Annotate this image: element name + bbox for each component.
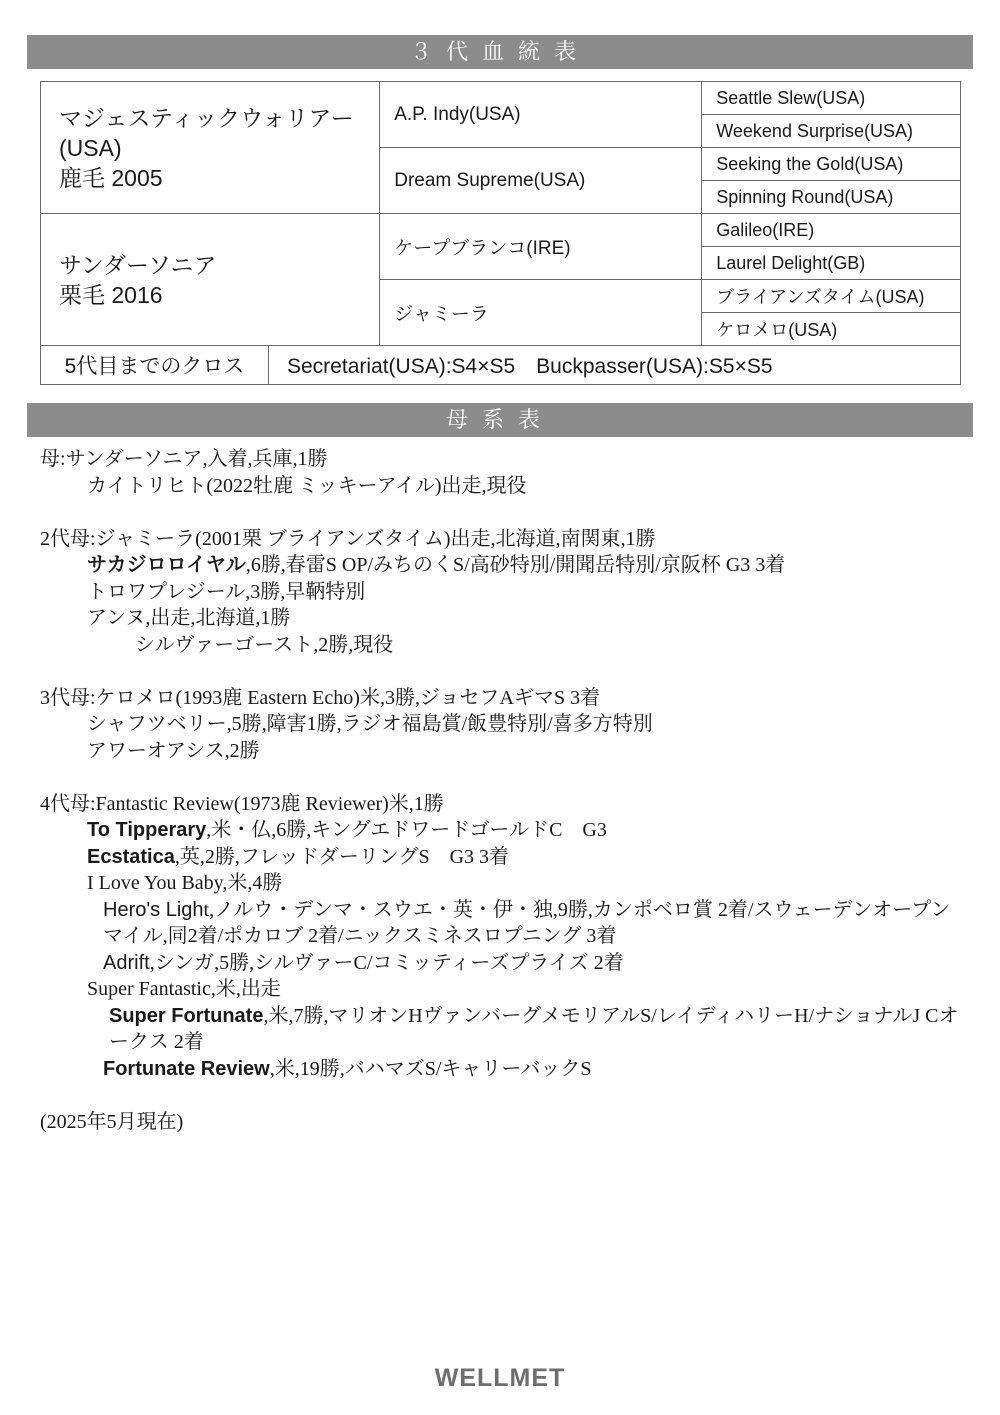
pedigree-header: ３代血統表 <box>27 35 973 69</box>
sire-dam: Dream Supreme(USA) <box>380 148 702 214</box>
g3-4: Spinning Round(USA) <box>702 181 961 214</box>
family-line: アワーオアシス,2勝 <box>87 739 260 762</box>
horse-record: t,ノルウ・デンマ・スウエ・英・伊・独,9勝,カンポベロ賞 2着/スウェーデンオープンマイル,同2着/ポカロブ 2着/ニックスミネスロプニング 3着 <box>103 898 951 947</box>
horse-name: Super Fortunate <box>109 1004 264 1027</box>
as-of-note: (2025年5月現在) <box>40 1110 184 1133</box>
family-line: 3代母:ケロメロ(1993鹿 Eastern Echo)米,3勝,ジョセフAギマS 3着 <box>40 686 601 709</box>
horse-name: サカジロロイヤル <box>87 554 246 576</box>
horse-name: Adrift <box>103 951 150 974</box>
family-line <box>40 1003 959 1056</box>
family-line <box>40 950 970 977</box>
dam-name: サンダーソニア <box>59 251 217 278</box>
family-list <box>40 446 970 1135</box>
family-line: 母:サンダーソニア,入着,兵庫,1勝 <box>40 448 328 470</box>
family-header: 母系表 <box>27 403 973 437</box>
sire-name: マジェスティックウォリアー <box>59 104 354 131</box>
g3-8: ケロメロ(USA) <box>702 313 961 346</box>
horse-record: ,米,7勝,マリオンHヴァンバーグメモリアルS/レイディハリーH/ナショナルJ Cオークス 2着 <box>109 1004 959 1053</box>
dam-sire: ケープブランコ(IRE) <box>380 214 702 280</box>
horse-name: Hero's Ligh <box>103 898 204 921</box>
dam-cell <box>41 214 380 346</box>
dam-info: 栗毛 2016 <box>59 281 163 308</box>
family-line: アンヌ,出走,北海道,1勝 <box>87 607 291 629</box>
g3-3: Seeking the Gold(USA) <box>702 148 961 181</box>
family-line: カイトリヒト(2022牡鹿 ミッキーアイル)出走,現役 <box>87 474 527 497</box>
horse-record: ,英,2勝,フレッドダーリングS G3 3着 <box>174 845 510 868</box>
sire-cell <box>41 82 380 214</box>
g3-5: Galileo(IRE) <box>702 214 961 247</box>
family-line <box>40 1056 970 1083</box>
g3-6: Laurel Delight(GB) <box>702 247 961 280</box>
sire-sire: A.P. Indy(USA) <box>380 82 702 148</box>
family-line <box>40 897 963 950</box>
horse-record: ,米,19勝,バハマズS/キャリーバックS <box>269 1057 592 1080</box>
family-line <box>40 552 970 579</box>
horse-name: Ecstatica <box>87 845 175 868</box>
cross-value: Secretariat(USA):S4×S5 Buckpasser(USA):S5×S5 <box>269 346 961 385</box>
family-line: I Love You Baby,米,4勝 <box>87 872 283 894</box>
family-line: 4代母:Fantastic Review(1973鹿 Reviewer)米,1勝 <box>40 792 444 815</box>
g3-7: ブライアンズタイム(USA) <box>702 280 961 313</box>
family-line: シャフツベリー,5勝,障害1勝,ラジオ福島賞/飯豊特別/喜多方特別 <box>87 713 653 735</box>
g3-1: Seattle Slew(USA) <box>702 82 961 115</box>
pedigree-table <box>40 81 961 385</box>
family-line <box>40 844 970 871</box>
cross-label: 5代目までのクロス <box>41 346 269 385</box>
horse-record: ,6勝,春雷S OP/みちのくS/高砂特別/開聞岳特別/京阪杯 G3 3着 <box>245 554 786 576</box>
wellmet-logo: WELLMET <box>434 1364 566 1392</box>
family-line: Super Fantastic,米,出走 <box>87 978 281 1000</box>
family-line: トロワプレジール,3勝,早鞆特別 <box>87 580 366 603</box>
g3-2: Weekend Surprise(USA) <box>702 115 961 148</box>
sire-info: 鹿毛 2005 <box>59 164 163 191</box>
horse-name: To Tipperary <box>87 819 207 841</box>
family-line: シルヴァーゴースト,2勝,現役 <box>135 633 394 656</box>
family-line <box>40 817 970 844</box>
family-line: 2代母:ジャミーラ(2001栗 ブライアンズタイム)出走,北海道,南関東,1勝 <box>40 527 656 550</box>
horse-name: Fortunate Review <box>103 1057 270 1080</box>
sire-origin: (USA) <box>59 134 122 161</box>
horse-record: ,米・仏,6勝,キングエドワードゴールドC G3 <box>206 819 607 841</box>
horse-record: ,シンガ,5勝,シルヴァーC/コミッティーズプライズ 2着 <box>149 951 624 974</box>
dam-dam: ジャミーラ <box>380 280 702 346</box>
